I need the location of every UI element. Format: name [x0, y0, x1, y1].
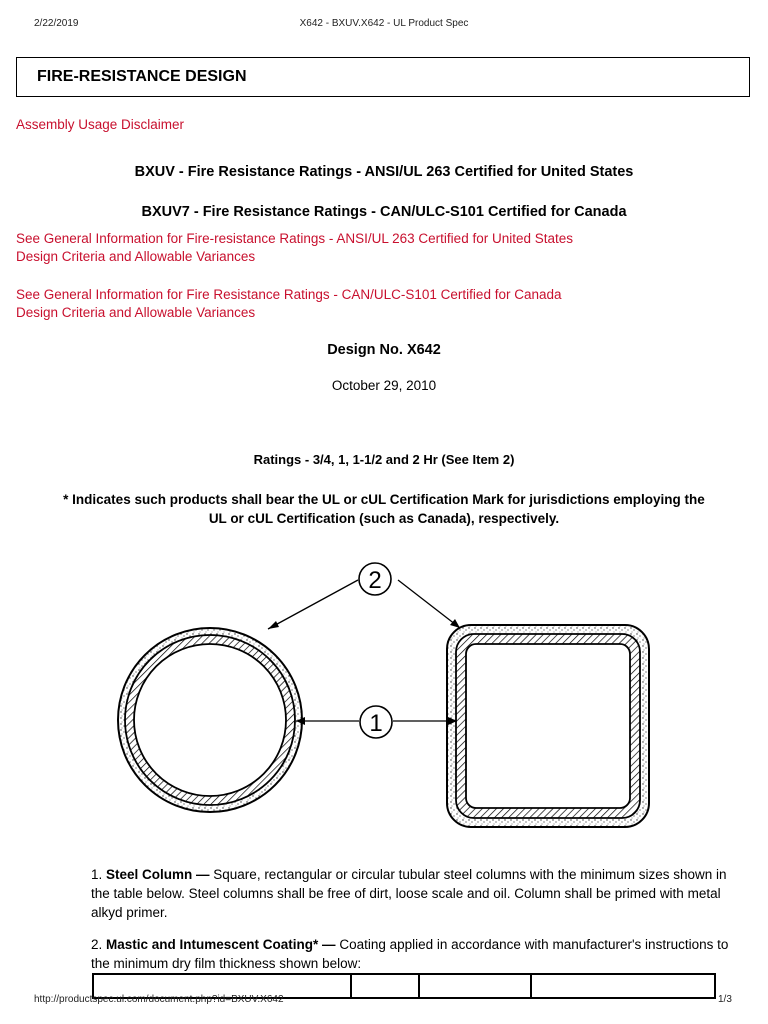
item-title: Steel Column —: [106, 867, 210, 882]
item-title: Mastic and Intumescent Coating* —: [106, 937, 336, 952]
page-title: FIRE-RESISTANCE DESIGN: [37, 68, 247, 85]
table-cell: [351, 974, 419, 998]
page-title-box: [16, 57, 750, 97]
print-title: X642 - BXUV.X642 - UL Product Spec: [299, 18, 469, 29]
ratings-line: Ratings - 3/4, 1, 1-1/2 and 2 Hr (See Item 2): [253, 452, 515, 467]
item-number: 2.: [91, 937, 107, 952]
item-mastic-coating: [91, 935, 731, 973]
us-design-criteria-link[interactable]: Design Criteria and Allowable Variances: [16, 249, 256, 264]
item-text: Square, rectangular or circular tubular steel columns with the minimum sizes shown in the table below. Steel columns shall be free of dirt, loose scale and oil. Column shall be primed with metal alkyd primer.: [91, 867, 727, 920]
certification-note-line-2: UL or cUL Certification (such as Canada), respectively.: [208, 511, 560, 526]
design-date: October 29, 2010: [331, 378, 437, 393]
callout-2-label: 2: [368, 567, 382, 594]
callout-1-label: 1: [369, 710, 383, 737]
table-cell: [531, 974, 715, 998]
ca-design-criteria-link[interactable]: Design Criteria and Allowable Variances: [16, 305, 256, 320]
design-number: Design No. X642: [327, 342, 441, 358]
print-page-number: 1/3: [718, 994, 732, 1005]
us-general-info-link[interactable]: See General Information for Fire-resistance Ratings - ANSI/UL 263 Certified for United States: [16, 231, 574, 246]
canada-ratings-heading: BXUV7 - Fire Resistance Ratings - CAN/ULC-S101 Certified for Canada: [141, 204, 627, 220]
table-cell: [419, 974, 531, 998]
certification-note-line-1: * Indicates such products shall bear the UL or cUL Certification Mark for jurisdictions employing the: [63, 492, 705, 507]
print-url: http://productspec.ul.com/document.php?id=BXUV.X642: [34, 994, 284, 1005]
item-text: Coating applied in accordance with manufacturer's instructions to the minimum dry film thickness shown below:: [91, 937, 729, 971]
item-steel-column: [91, 865, 731, 922]
print-date: 2/22/2019: [34, 18, 79, 29]
column-section-figure: [0, 555, 768, 845]
assembly-usage-disclaimer-link[interactable]: Assembly Usage Disclaimer: [16, 117, 185, 132]
item-number: 1.: [91, 867, 107, 882]
ca-general-info-link[interactable]: See General Information for Fire Resistance Ratings - CAN/ULC-S101 Certified for Canada: [16, 287, 562, 302]
circular-column-section: [118, 628, 302, 812]
us-ratings-heading: BXUV - Fire Resistance Ratings - ANSI/UL 263 Certified for United States: [134, 164, 634, 180]
square-column-section: [447, 625, 649, 827]
